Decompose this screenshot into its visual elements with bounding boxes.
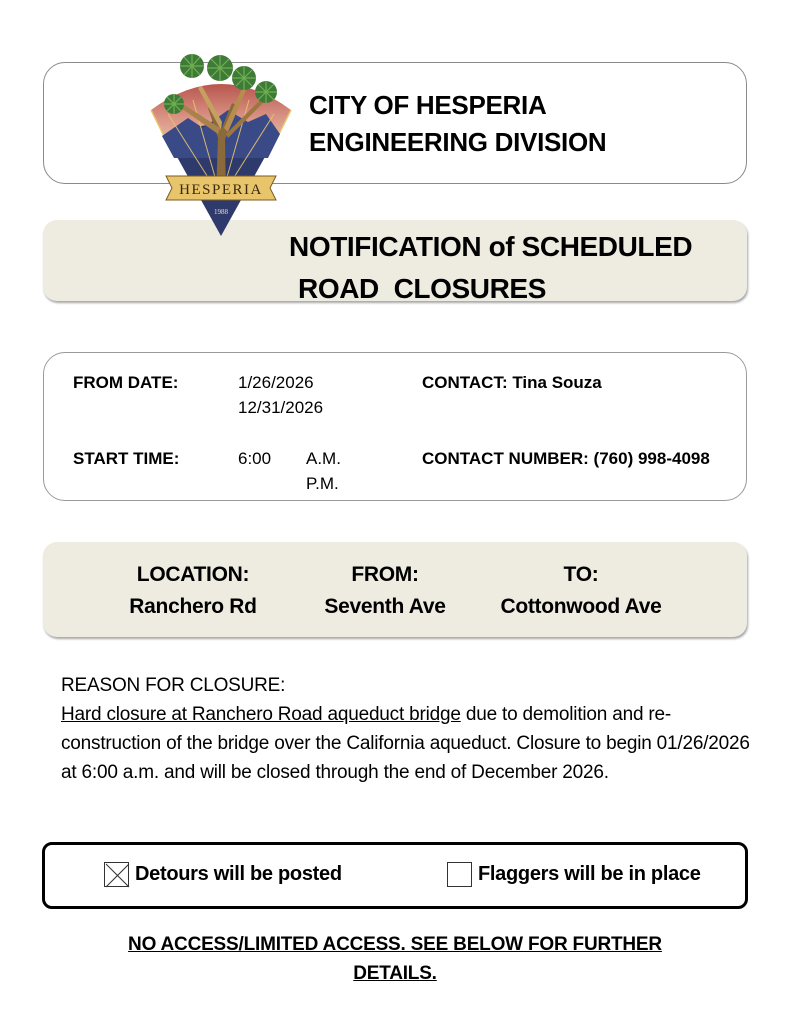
from-date-value: 1/26/2026 — [238, 373, 314, 392]
reason-body: due to demolition and re-construction of the bridge over the California aqueduct. Closure to begin 01/26/2026 at 6:00 a.m. and will be closed through the end of December 2026. — [61, 704, 750, 783]
pm-option: P.M. — [306, 474, 339, 493]
start-time-value: 6:00 — [238, 449, 272, 468]
start-time-label: START TIME: — [73, 449, 180, 468]
header-title — [309, 87, 606, 161]
logo-banner-text: HESPERIA — [179, 182, 263, 198]
access-note: NO ACCESS/LIMITED ACCESS. SEE BELOW FOR FURTHER DETAILS. — [128, 934, 662, 984]
to-value: Cottonwood Ave — [500, 595, 662, 618]
location-label: LOCATION: — [136, 563, 250, 586]
from-label: FROM: — [351, 563, 419, 586]
flaggers-checkbox-unchecked-icon[interactable] — [447, 862, 472, 887]
flaggers-label: Flaggers will be in place — [478, 863, 701, 885]
contact-number: CONTACT NUMBER: (760) 998-4098 — [422, 449, 710, 468]
from-date-label: FROM DATE: — [73, 373, 179, 392]
schedule-info-box — [43, 352, 747, 501]
location-box — [43, 542, 747, 637]
location-column — [103, 559, 283, 623]
contact-name: CONTACT: Tina Souza — [422, 373, 602, 392]
title-line-1: NOTIFICATION of SCHEDULED — [289, 231, 693, 262]
to-label: TO: — [563, 563, 599, 586]
measures-box — [42, 842, 748, 909]
from-column — [305, 559, 465, 623]
reason-highlight: Hard closure at Ranchero Road aqueduct bridge — [61, 704, 461, 725]
detours-label: Detours will be posted — [135, 863, 342, 885]
header-line-division: ENGINEERING DIVISION — [309, 127, 607, 157]
detours-option[interactable] — [104, 862, 342, 887]
reason-text — [61, 700, 751, 787]
header-line-city: CITY OF HESPERIA — [309, 90, 547, 120]
from-value: Seventh Ave — [324, 595, 446, 618]
location-value: Ranchero Rd — [129, 595, 257, 618]
city-seal-logo-icon — [148, 48, 294, 240]
to-date-value: 12/31/2026 — [238, 398, 324, 417]
flaggers-option[interactable] — [447, 862, 701, 887]
title-line-2: ROAD CLOSURES — [298, 273, 546, 304]
am-option: A.M. — [306, 449, 341, 468]
reason-section — [61, 671, 751, 787]
notification-title — [289, 226, 692, 310]
detours-checkbox-checked-icon[interactable] — [104, 862, 129, 887]
svg-text:1988: 1988 — [214, 208, 228, 216]
reason-label: REASON FOR CLOSURE: — [61, 675, 286, 696]
to-column — [483, 559, 679, 623]
